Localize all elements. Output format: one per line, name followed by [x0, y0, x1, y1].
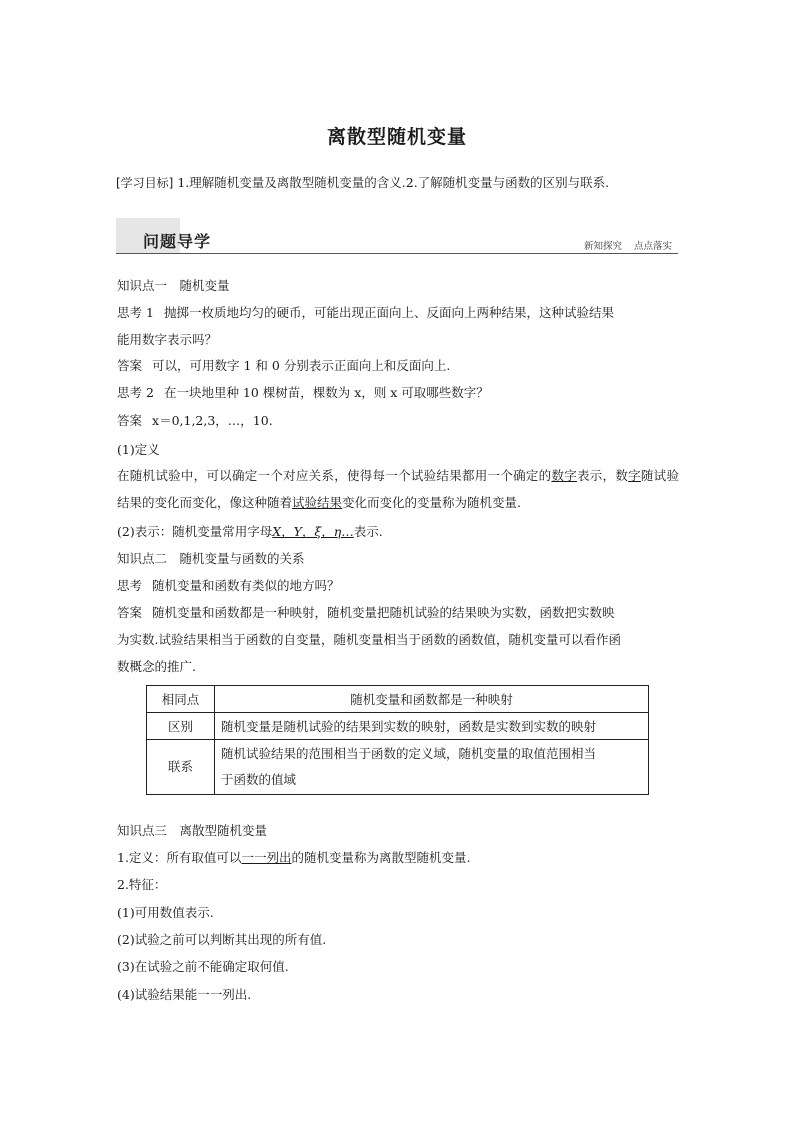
answer1-text: 可以，可用数字 1 和 0 分别表示正面向上和反面向上. [152, 358, 451, 373]
table-row [147, 686, 649, 713]
section1-heading: 知识点一 随机变量 [117, 278, 230, 293]
banner-right-1: 新知探究 [583, 241, 622, 252]
rep-letters: X，Y，ξ，η… [272, 524, 354, 539]
feature-item-2: (2)试验之前可以判断其出现的所有值. [117, 932, 327, 947]
table-head-cell: 区别 [147, 713, 215, 740]
objective-tag: [学习目标] [116, 176, 174, 190]
table-body-cell: 随机变量和函数都是一种映射 [215, 686, 649, 713]
answer1-line [117, 353, 679, 379]
rep-text-b: 表示. [353, 524, 383, 539]
learning-objective [116, 173, 696, 191]
banner-right-2: 点点落实 [633, 241, 672, 252]
think1-line2: 能用数字表示吗？ [117, 332, 218, 347]
table-head-cell: 相同点 [147, 686, 215, 713]
s3-def-underline: 一一列出 [241, 850, 292, 865]
section3-heading: 知识点三 离散型随机变量 [117, 823, 268, 838]
answer1-label: 答案 [117, 358, 143, 373]
answer2-label: 答案 [117, 413, 143, 428]
section2-answer-label: 答案 [117, 605, 143, 620]
def-text-a: 在随机试验中，可以确定一个对应关系，使得每一个试验结果都用一个确定的 [117, 468, 552, 483]
answer2-text: x＝0,1,2,3，…，10. [152, 413, 273, 428]
banner-right-labels [584, 238, 672, 252]
banner-rule [116, 253, 678, 254]
think2-text: 在一块地里种 10 棵树苗，棵数为 x，则 x 可取哪些数字？ [163, 385, 489, 400]
feature-item-4: (4)试验结果能一一列出. [117, 987, 252, 1002]
section2-think-line [117, 573, 679, 599]
answer2-line [117, 408, 679, 434]
think2-line [117, 380, 679, 406]
section2-think-label: 思考 [117, 578, 143, 593]
table-row [147, 713, 649, 740]
objective-text: 1.理解随机变量及离散型随机变量的含义.2.了解随机变量与函数的区别与联系. [177, 175, 610, 190]
definition-paragraph [117, 463, 679, 516]
representation-line [117, 519, 679, 545]
section2-answer-line2: 为实数.试验结果相当于函数的自变量，随机变量相当于函数的函数值，随机变量可以看作函 [117, 632, 621, 647]
table-body-line-2: 于函数的值域 [221, 772, 297, 787]
def-underline-1: 数字 [551, 468, 577, 483]
def-underline-3: 试验结果 [292, 494, 343, 510]
feature-item-1: (1)可用数值表示. [117, 905, 214, 920]
section2-think-text: 随机变量和函数有类似的地方吗？ [152, 578, 340, 593]
table-body-cell: 随机变量是随机试验的结果到实数的映射，函数是实数到实数的映射 [215, 713, 649, 740]
def-text-d: 变化而变化的变量称为随机变量. [342, 494, 522, 510]
def-text-b: 表示，数 [577, 468, 629, 483]
think1-line1 [117, 300, 679, 326]
features-label: 2.特征： [117, 877, 167, 892]
think1-text-1: 抛掷一枚质地均匀的硬币，可能出现正面向上、反面向上两种结果，这种试验结果 [163, 305, 614, 320]
definition-label: (1)定义 [117, 442, 160, 457]
section-banner [116, 218, 678, 254]
think1-label: 思考 1 [117, 305, 154, 320]
table-body-line-1: 随机试验结果的范围相当于函数的定义域，随机变量的取值范围相当 [221, 746, 597, 761]
section2-answer-line1 [117, 600, 679, 626]
banner-label: 问题导学 [143, 232, 212, 251]
table-head-cell: 联系 [147, 740, 215, 795]
section2-answer-text-1: 随机变量和函数都是一种映射，随机变量把随机试验的结果映为实数，函数把实数映 [152, 605, 615, 620]
s3-def-text-a: 1.定义：所有取值可以 [117, 850, 242, 865]
section2-heading: 知识点二 随机变量与函数的关系 [117, 551, 305, 566]
rep-text-a: (2)表示：随机变量常用字母 [117, 524, 273, 539]
think2-label: 思考 2 [117, 385, 154, 400]
page-title: 离散型随机变量 [326, 126, 467, 148]
s3-def-text-b: 的随机变量称为离散型随机变量. [291, 850, 471, 865]
def-underline-2: 字 [628, 468, 641, 483]
section3-definition-line [117, 845, 679, 871]
section2-answer-line3: 数概念的推广. [117, 659, 196, 674]
feature-item-3: (3)在试验之前不能确定取何值. [117, 959, 289, 974]
def-text-c: 随试验结果的变化而变化，像这种随着 [117, 468, 679, 510]
table-row [147, 740, 649, 795]
table-body-cell [215, 740, 649, 795]
comparison-table [146, 685, 649, 795]
